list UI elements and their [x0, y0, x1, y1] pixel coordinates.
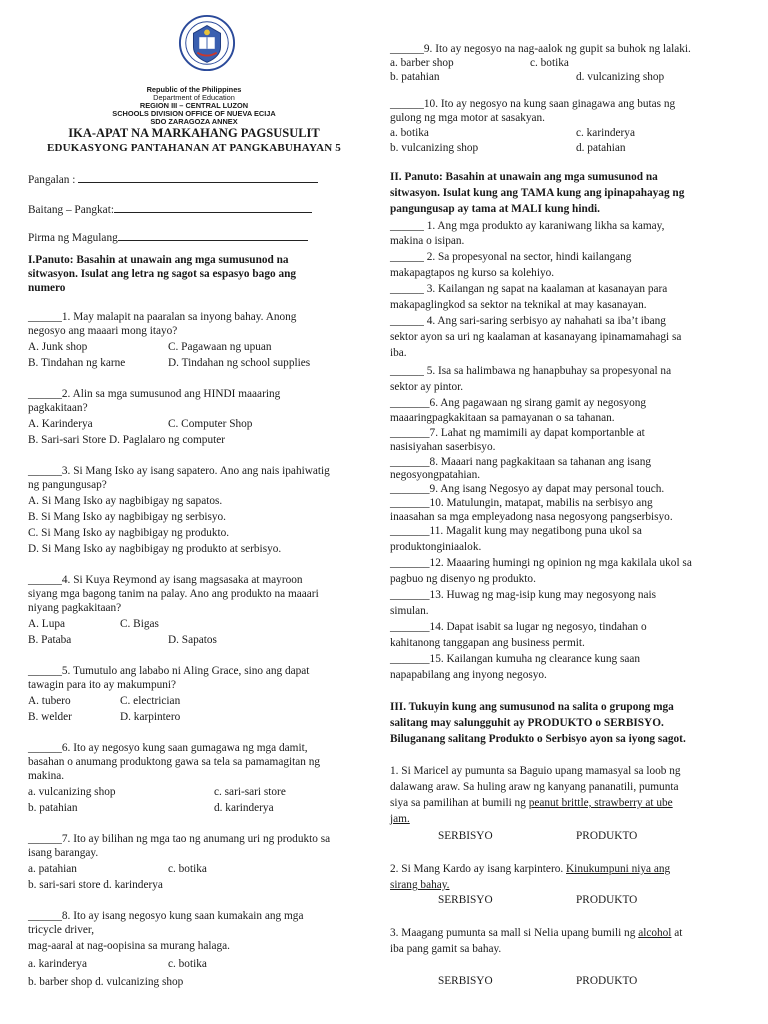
part2-instruction: II. Panuto: Basahin at unawain ang mga sumusunod na	[390, 171, 658, 183]
choice-b-d: b. barber shop d. vulcanizing shop	[28, 976, 184, 988]
grade-field[interactable]	[28, 201, 312, 217]
question-6: makina.	[28, 770, 65, 782]
tf-item-6: maaaringpagkakitaan sa pamayanan o sa tahanan.	[390, 412, 615, 424]
choice-b: B. Tindahan ng karne	[28, 357, 126, 369]
tf-item-12: pagbuo ng disenyo ng produkto.	[390, 573, 536, 585]
tf-item-10: inaasahan sa mga empleyadong nasa negosyong pangserbisyo.	[390, 511, 673, 523]
situation-3: iba pang gamit sa bahay.	[390, 943, 502, 955]
choice-c: c. botika	[530, 57, 569, 69]
tf-item-1: ______ 1. Ang mga produkto ay karaniwang likha sa kamay,	[390, 220, 665, 232]
choice-a: a. karinderya	[28, 958, 87, 970]
underlined-answer: alcohol	[638, 927, 672, 939]
question-4: niyang pagkakitaan?	[28, 602, 122, 614]
situation-3-text: 3. Maagang pumunta sa mall si Nelia upang bumili ng	[390, 927, 639, 939]
part2-instruction: sitwasyon. Isulat kung ang TAMA kung ang ipinapahayag ng	[390, 187, 685, 199]
choice-a: A. Karinderya	[28, 418, 93, 430]
choice-d: d. patahian	[576, 142, 626, 154]
part3-instruction: salitang may salungguhit ay PRODUKTO o SERBISYO.	[390, 717, 664, 729]
choice-c: c. karinderya	[576, 127, 635, 139]
situation-1-text: siya sa pamilihan at bumili ng	[390, 797, 529, 809]
choice-c: c. sari-sari store	[214, 786, 286, 798]
question-1: negosyo ang maaari mong itayo?	[28, 325, 178, 337]
question-7: ______7. Ito ay bilihan ng mga tao ng anumang uri ng produkto sa	[28, 833, 331, 845]
question-10: ______10. Ito ay negosyo na kung saan ginagawa ang butas ng	[390, 98, 676, 110]
part3-instruction: Biluganang salitang Produkto o Serbisyo ayon sa iyong sagot.	[390, 733, 686, 745]
exam-title: IKA-APAT NA MARKAHANG PAGSUSULIT	[68, 126, 320, 140]
choice-b-d: b. sari-sari store d. karinderya	[28, 879, 163, 891]
choice-a: a. vulcanizing shop	[28, 786, 116, 798]
tf-item-2: ______ 2. Sa propesyonal na sector, hindi kailangang	[390, 251, 632, 263]
tf-item-14: _______14. Dapat isabit sa lugar ng negosyo, tindahan o	[390, 621, 647, 633]
header-division: SCHOOLS DIVISION OFFICE OF NUEVA ECIJA	[112, 109, 276, 118]
question-4: siyang mga bagong tanim na palay. Ano ang produkto na maaari	[28, 588, 319, 600]
choice-b: b. vulcanizing shop	[390, 142, 479, 154]
tf-item-7: nasisiyahan saserbisyo.	[390, 441, 496, 453]
part1-instruction: numero	[28, 282, 66, 294]
tf-item-1: makina o isipan.	[390, 235, 465, 247]
serbisyo-option[interactable]: SERBISYO	[438, 894, 493, 906]
tf-item-7: _______7. Lahat ng mamimili ay dapat komportanble at	[390, 427, 645, 439]
question-7: isang barangay.	[28, 847, 99, 859]
tf-item-10: _______10. Matulungin, matapat, mabilis na serbisyo ang	[390, 497, 653, 509]
header-region: REGION III – CENTRAL LUZON	[139, 101, 249, 110]
serbisyo-option[interactable]: SERBISYO	[438, 830, 493, 842]
subject-title: EDUKASYONG PANTAHANAN AT PANGKABUHAYAN 5	[46, 142, 342, 154]
question-2: ______2. Alin sa mga sumusunod ang HINDI maaaring	[28, 388, 281, 400]
question-9: ______9. Ito ay negosyo na nag-aalok ng gupit sa buhok ng lalaki.	[390, 43, 691, 55]
tf-item-12: _______12. Maaaring humingi ng opinion ng mga kakilala ukol sa	[390, 557, 692, 569]
choice-d: D. Si Mang Isko ay nagbibigay ng produkto at serbisyo.	[28, 543, 282, 555]
question-8: tricycle driver,	[28, 924, 95, 936]
question-3: ______3. Si Mang Isko ay isang sapatero. Ano ang nais ipahiwatig	[28, 465, 330, 477]
question-8: mag-aaral at nag-oopisina sa murang halaga.	[28, 940, 231, 952]
situation-2	[390, 862, 670, 876]
tf-item-13: _______13. Huwag ng mag-isip kung may negosyong nais	[390, 589, 657, 601]
choice-a: A. Junk shop	[28, 341, 88, 353]
part3-instruction: III. Tukuyin kung ang sumusunod na salita o grupong mga	[390, 701, 674, 713]
question-6: ______6. Ito ay negosyo kung saan gumagawa ng mga damit,	[28, 742, 308, 754]
choice-a: A. tubero	[28, 695, 71, 707]
tf-item-9: _______9. Ang isang Negosyo ay dapat may personal touch.	[390, 483, 665, 495]
choice-b: B. welder	[28, 711, 72, 723]
question-10: gulong ng mga motor at sasakyan.	[390, 112, 545, 124]
choice-b: B. Si Mang Isko ay nagbibigay ng serbisyo.	[28, 511, 226, 523]
choice-b: B. Pataba	[28, 634, 72, 646]
question-2: pagkakitaan?	[28, 402, 88, 414]
header-department: Department of Education	[153, 93, 235, 102]
produkto-option[interactable]: PRODUKTO	[576, 894, 638, 906]
choice-d: d. karinderya	[214, 802, 274, 814]
choice-a: a. barber shop	[390, 57, 454, 69]
choice-c: C. Si Mang Isko ay nagbibigay ng produkto.	[28, 527, 230, 539]
question-1: ______1. May malapit na paaralan sa inyong bahay. Anong	[28, 311, 297, 323]
name-label: Pangalan :	[28, 174, 76, 186]
tf-item-4: ______ 4. Ang sari-saring serbisyo ay nahahati sa iba’t ibang	[390, 315, 666, 327]
deped-seal-icon	[178, 14, 236, 72]
tf-item-5: ______ 5. Isa sa halimbawa ng hanapbuhay sa propesyonal na	[390, 365, 672, 377]
choice-b: b. patahian	[390, 71, 440, 83]
header-annex: SDO ZARAGOZA ANNEX	[150, 117, 238, 126]
question-5: tawagin para ito ay makumpuni?	[28, 679, 177, 691]
tf-item-5: sektor ay pintor.	[390, 381, 464, 393]
header-republic: Republic of the Philippines	[146, 85, 242, 94]
underlined-answer: sirang bahay.	[390, 879, 450, 891]
question-3: ng pangungusap?	[28, 479, 107, 491]
choice-a: a. botika	[390, 127, 429, 139]
underlined-answer: peanut brittle, strawberry at ube	[528, 797, 673, 809]
tf-item-2: makapagtapos ng kurso sa kolehiyo.	[390, 267, 555, 279]
part1-instruction: sitwasyon. Isulat ang letra ng sagot sa espasyo bago ang	[28, 268, 297, 280]
underlined-answer: jam.	[390, 813, 410, 825]
produkto-option[interactable]: PRODUKTO	[576, 830, 638, 842]
produkto-option[interactable]: PRODUKTO	[576, 975, 638, 987]
choice-c: c. botika	[168, 863, 207, 875]
tf-item-3: makapaglingkod sa sektor na teknikal at may kasanayan.	[390, 299, 647, 311]
tf-item-4: iba.	[390, 347, 407, 359]
tf-item-15: _______15. Kailangan kumuha ng clearance kung saan	[390, 653, 641, 665]
parent-signature-field[interactable]	[28, 229, 308, 245]
question-4: ______4. Si Kuya Reymond ay isang magsasaka at mayroon	[28, 574, 303, 586]
part2-instruction: pangungusap ay tama at MALI kung hindi.	[390, 203, 601, 215]
underlined-answer: Kinukumpuni niya ang	[566, 863, 671, 875]
choice-d: d. vulcanizing shop	[576, 71, 665, 83]
choice-c: C. Computer Shop	[168, 418, 253, 430]
name-field[interactable]	[28, 171, 318, 187]
question-5: ______5. Tumutulo ang lababo ni Aling Grace, sino ang dapat	[28, 665, 310, 677]
situation-3	[390, 926, 682, 940]
situation-2-text: 2. Si Mang Kardo ay isang karpintero.	[390, 863, 567, 875]
situation-1: 1. Si Maricel ay pumunta sa Baguio upang mamasyal sa loob ng	[390, 765, 681, 777]
choice-c: c. botika	[168, 958, 207, 970]
choice-d: D. Tindahan ng school supplies	[168, 357, 311, 369]
tf-item-6: _______6. Ang pagawaan ng sirang gamit ay negosyong	[390, 397, 647, 409]
question-8: ______8. Ito ay isang negosyo kung saan kumakain ang mga	[28, 910, 304, 922]
tf-item-11: _______11. Magalit kung may negatibong puna ukol sa	[390, 525, 642, 537]
tf-item-8: negosyongpatahian.	[390, 469, 481, 481]
tf-item-8: _______8. Maaari nang pagkakitaan sa tahanan ang isang	[390, 456, 651, 468]
tf-item-14: kahitanong tanggapan ang business permit.	[390, 637, 585, 649]
tf-item-11: produktonginiaalok.	[390, 541, 482, 553]
choice-d: D. karpintero	[120, 711, 181, 723]
tf-item-4: sektor ayon sa uri ng kaalaman at kasanayang ipinamamahagi sa	[390, 331, 682, 343]
tf-item-15: napapabilang ang inyong negosyo.	[390, 669, 547, 681]
situation-1: dalawang araw. Sa huling araw ng kanyang pananatili, pumunta	[390, 781, 679, 793]
serbisyo-option[interactable]: SERBISYO	[438, 975, 493, 987]
choice-c: C. Bigas	[120, 618, 159, 630]
situation-3-text: at	[671, 927, 683, 939]
choice-c: C. electrician	[120, 695, 181, 707]
choice-a: a. patahian	[28, 863, 77, 875]
part1-instruction: I.Panuto: Basahin at unawain ang mga sumusunod na	[28, 254, 289, 266]
choice-b-d: B. Sari-sari Store D. Paglalaro ng computer	[28, 434, 226, 446]
parent-label: Pirma ng Magulang	[28, 232, 118, 244]
choice-b: b. patahian	[28, 802, 78, 814]
choice-a: A. Si Mang Isko ay nagbibigay ng sapatos.	[28, 495, 223, 507]
grade-label: Baitang – Pangkat:	[28, 204, 114, 216]
choice-d: D. Sapatos	[168, 634, 217, 646]
choice-c: C. Pagawaan ng upuan	[168, 341, 272, 353]
tf-item-3: ______ 3. Kailangan ng sapat na kaalaman at kasanayan para	[390, 283, 668, 295]
choice-a: A. Lupa	[28, 618, 66, 630]
situation-1	[390, 796, 673, 810]
tf-item-13: simulan.	[390, 605, 429, 617]
question-6: basahan o anumang produktong gawa sa tela sa pamamagitan ng	[28, 756, 321, 768]
